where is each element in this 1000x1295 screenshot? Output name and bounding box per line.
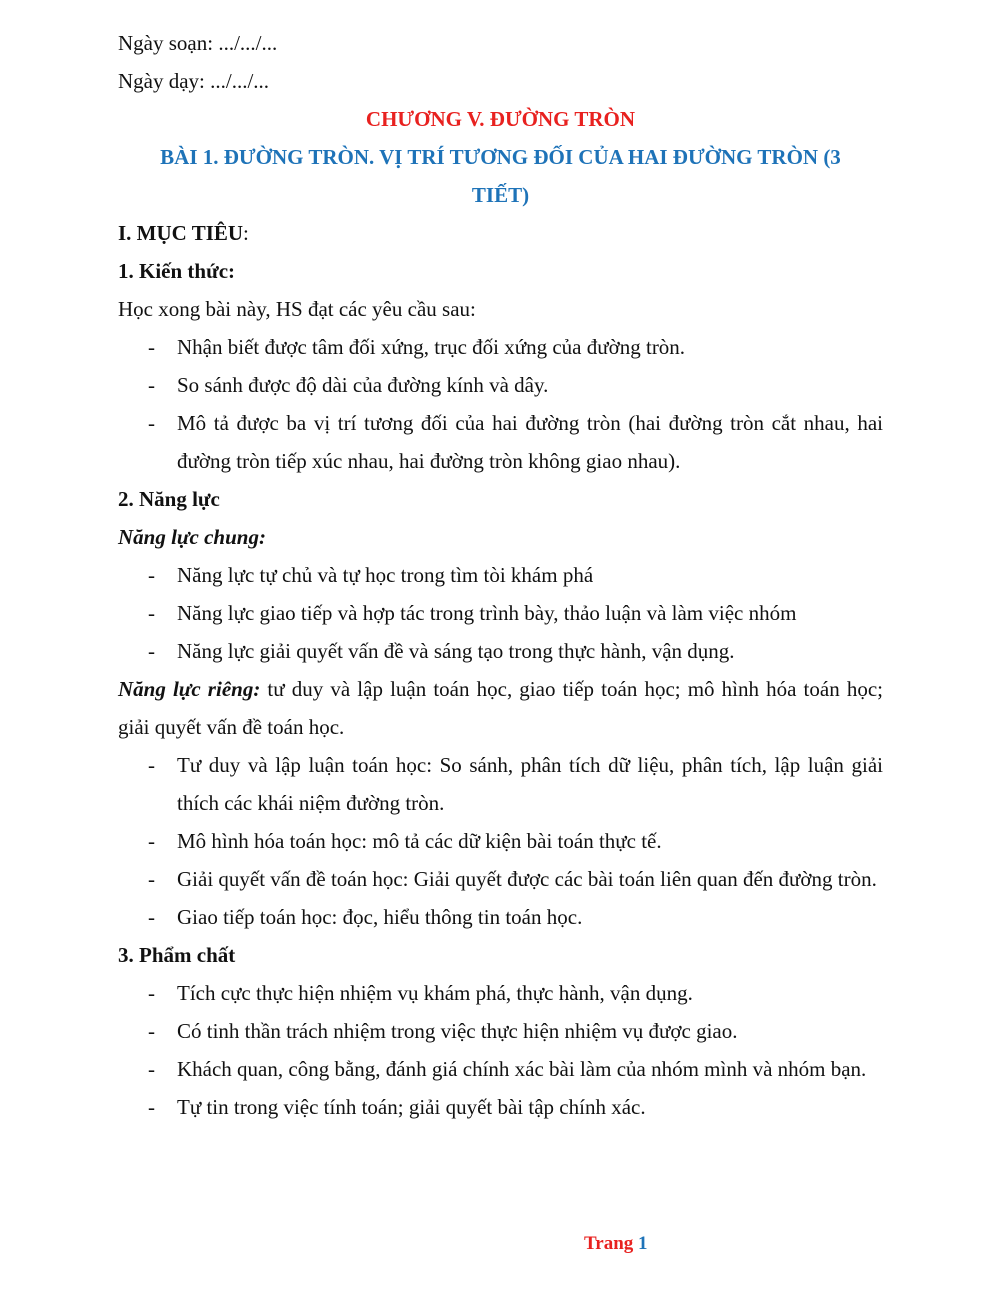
list-item-text: Giải quyết vấn đề toán học: Giải quyết được các bài toán liên quan đến đường tròn. [177,867,877,891]
nang-luc-chung-list [118,556,883,670]
list-item-text: Năng lực giao tiếp và hợp tác trong trình bày, thảo luận và làm việc nhóm [177,601,797,625]
list-item [118,974,883,1012]
chapter-title: CHƯƠNG V. ĐƯỜNG TRÒN [365,107,636,131]
kien-thuc-heading: 1. Kiến thức: [118,259,236,283]
list-item-text: Tư duy và lập luận toán học: So sánh, phân tích dữ liệu, phân tích, lập luận giải thích các khái niệm đường tròn. [177,753,883,815]
bullet-dash: - [148,601,155,625]
list-item [118,594,883,632]
list-item [118,746,883,822]
bullet-dash: - [148,867,155,891]
document-page [118,24,883,1126]
list-item [118,366,883,404]
list-item-text: Mô tả được ba vị trí tương đối của hai đường tròn (hai đường tròn cắt nhau, hai đường tròn tiếp xúc nhau, hai đường tròn không giao nhau). [177,411,883,473]
bullet-dash: - [148,563,155,587]
kien-thuc-list [118,328,883,480]
nang-luc-rieng-label: Năng lực riêng: [118,677,261,701]
list-item-text: Năng lực tự chủ và tự học trong tìm tòi khám phá [177,563,594,587]
list-item [118,556,883,594]
list-item [118,1088,883,1126]
pham-chat-list [118,974,883,1126]
ngay-soan: Ngày soạn: .../.../... [118,31,278,55]
page-number: 1 [638,1233,648,1254]
list-item-text: Khách quan, công bằng, đánh giá chính xác bài làm của nhóm mình và nhóm bạn. [177,1057,867,1081]
bullet-dash: - [148,1057,155,1081]
page-label: Trang [584,1233,634,1254]
bullet-dash: - [148,981,155,1005]
list-item-text: Giao tiếp toán học: đọc, hiểu thông tin toán học. [177,905,583,929]
lesson-title-line2: TIẾT) [471,183,530,207]
kien-thuc-intro: Học xong bài này, HS đạt các yêu cầu sau: [118,297,476,321]
list-item [118,822,883,860]
list-item-text: So sánh được độ dài của đường kính và dây. [177,373,549,397]
list-item-text: Mô hình hóa toán học: mô tả các dữ kiện bài toán thực tế. [177,829,662,853]
bullet-dash: - [148,373,155,397]
list-item-text: Có tinh thần trách nhiệm trong việc thực hiện nhiệm vụ được giao. [177,1019,738,1043]
bullet-dash: - [148,639,155,663]
page-footer [584,1233,648,1255]
bullet-dash: - [148,335,155,359]
lesson-title-line1: BÀI 1. ĐƯỜNG TRÒN. VỊ TRÍ TƯƠNG ĐỐI CỦA HAI ĐƯỜNG TRÒN (3 [160,145,841,169]
nang-luc-heading: 2. Năng lực [118,487,220,511]
muc-tieu-label: I. MỤC TIÊU [118,221,244,245]
bullet-dash: - [148,905,155,929]
list-item-text: Nhận biết được tâm đối xứng, trục đối xứng của đường tròn. [177,335,686,359]
bullet-dash: - [148,1019,155,1043]
list-item [118,328,883,366]
list-item-text: Năng lực giải quyết vấn đề và sáng tạo trong thực hành, vận dụng. [177,639,735,663]
nang-luc-rieng-list [118,746,883,936]
list-item-text: Tích cực thực hiện nhiệm vụ khám phá, thực hành, vận dụng. [177,981,693,1005]
bullet-dash: - [148,753,155,777]
nang-luc-chung-label: Năng lực chung: [118,525,266,549]
list-item-text: Tự tin trong việc tính toán; giải quyết bài tập chính xác. [177,1095,646,1119]
muc-tieu-colon: : [243,221,249,245]
nang-luc-rieng-text: tư duy và lập luận toán học, giao tiếp toán học; mô hình hóa toán học; giải quyết vấn đề toán học. [118,677,883,739]
pham-chat-heading: 3. Phẩm chất [118,943,236,967]
list-item [118,632,883,670]
nang-luc-rieng-paragraph [118,670,883,746]
list-item [118,1012,883,1050]
list-item [118,898,883,936]
ngay-day: Ngày dạy: .../.../... [118,69,270,93]
list-item [118,1050,883,1088]
bullet-dash: - [148,411,155,435]
bullet-dash: - [148,829,155,853]
bullet-dash: - [148,1095,155,1119]
list-item [118,860,883,898]
section-muc-tieu-heading [118,214,883,252]
list-item [118,404,883,480]
